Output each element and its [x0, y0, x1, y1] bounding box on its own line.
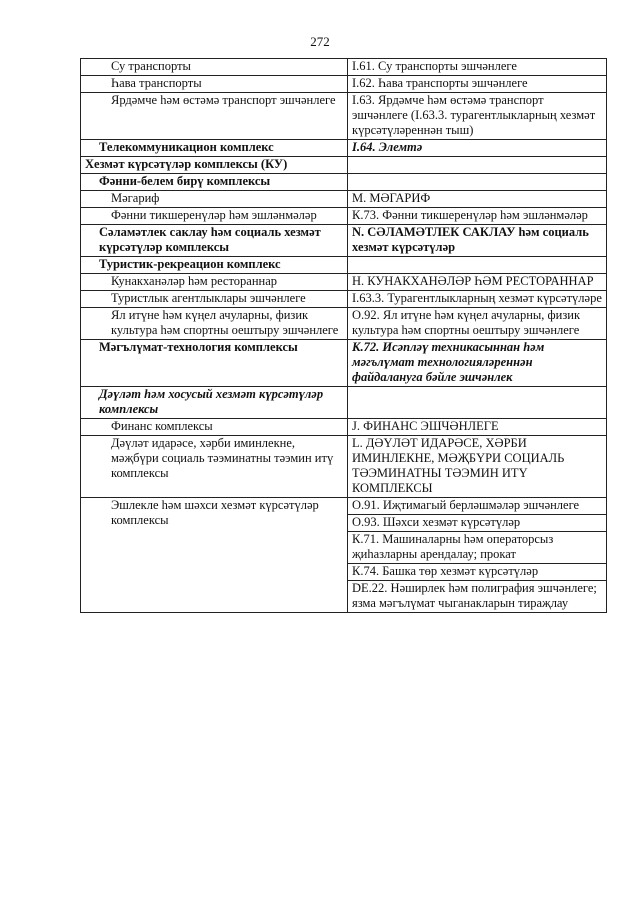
table-cell-left: Фәнни тикшеренүләр һәм эшләнмәләр: [81, 208, 348, 225]
table-cell-right: К.73. Фәнни тикшеренүләр һәм эшләнмәләр: [348, 208, 607, 225]
table-cell-left: Су транспорты: [81, 59, 348, 76]
table-cell-left: Сәламәтлек саклау һәм социаль хезмәт күрсәтүләр комплексы: [81, 225, 348, 257]
table-cell-right: Н. КУНАКХАНӘЛӘР ҺӘМ РЕСТОРАННАР: [348, 274, 607, 291]
table-cell-left: Фәнни-белем бирү комплексы: [81, 174, 348, 191]
table-cell-left: Кунакханәләр һәм рестораннар: [81, 274, 348, 291]
table-cell-left: Туристлык агентлыклары эшчәнлеге: [81, 291, 348, 308]
table-cell-left: Мәгариф: [81, 191, 348, 208]
table-cell-right: J. ФИНАНС ЭШЧӘНЛЕГЕ: [348, 419, 607, 436]
table-row: [81, 140, 607, 157]
table-cell-left: Мәгълүмат-технология комплексы: [81, 340, 348, 387]
table-cell-right: [348, 174, 607, 191]
table-cell-right: М. МӘГАРИФ: [348, 191, 607, 208]
table-cell-right: I.63. Ярдәмче һәм өстәмә транспорт эшчәнлеге (I.63.3. турагентлыкларның хезмәт күрсәтүләреннән тыш): [348, 93, 607, 140]
table-cell-left: Ярдәмче һәм өстәмә транспорт эшчәнлеге: [81, 93, 348, 140]
table-cell-right: [348, 157, 607, 174]
table-cell-left: Дәүләт һәм хосусый хезмәт күрсәтүләр комплексы: [81, 387, 348, 419]
table-cell-right-list: [348, 498, 607, 613]
table-row: [81, 387, 607, 419]
table-cell-left: Эшлекле һәм шәхси хезмәт күрсәтүләр комплексы: [81, 498, 348, 613]
table-row: [81, 174, 607, 191]
table-cell-right: I.63.3. Турагентлыкларның хезмәт күрсәтүләре: [348, 291, 607, 308]
table-cell-right: О.92. Ял итүне һәм күңел ачуларны, физик культура һәм спортны оештыру эшчәнлеге: [348, 308, 607, 340]
table-row: [81, 59, 607, 76]
table-cell-right: N. СӘЛАМӘТЛЕК САКЛАУ һәм социаль хезмәт күрсәтүләр: [348, 225, 607, 257]
table-cell-right: I.64. Элемтә: [348, 140, 607, 157]
table-row: [81, 291, 607, 308]
table-row: [81, 257, 607, 274]
table-cell-right: К.72. Исәпләү техникасыннан һәм мәгълүмат технологияләреннән файдалануга бәйле эшчәнлек: [348, 340, 607, 387]
table-row: [81, 225, 607, 257]
classification-table: [80, 58, 607, 613]
table-cell-right: I.62. Һава транспорты эшчәнлеге: [348, 76, 607, 93]
table-row: [81, 498, 607, 613]
table-row: [81, 191, 607, 208]
table-cell-left: Ял итүне һәм күңел ачуларны, физик культура һәм спортны оештыру эшчәнлеге: [81, 308, 348, 340]
list-item: DE.22. Нәширлек һәм полиграфия эшчәнлеге; язма мәгълүмат чыганакларын тираҗлау: [352, 581, 597, 610]
table-row: [81, 157, 607, 174]
table-cell-left: Һава транспорты: [81, 76, 348, 93]
table-cell-right: [348, 387, 607, 419]
table-cell-right: L. ДӘҮЛӘТ ИДАРӘСЕ, ХӘРБИ ИМИНЛЕКНЕ, МӘҖБҮРИ СОЦИАЛЬ ТӘЭМИНАТНЫ ТӘЭМИН ИТҮ КОМПЛЕКСЫ: [348, 436, 607, 498]
table-cell-left: Хезмәт күрсәтүләр комплексы (КУ): [81, 157, 348, 174]
list-item: О.93. Шәхси хезмәт күрсәтүләр: [348, 515, 606, 532]
list-item: К.74. Башка төр хезмәт күрсәтүләр: [348, 564, 606, 581]
table-cell-right: [348, 257, 607, 274]
table-row: [81, 93, 607, 140]
table-row: [81, 274, 607, 291]
table-row: [81, 340, 607, 387]
list-item: О.91. Иҗтимагый берләшмәләр эшчәнлеге: [348, 498, 606, 515]
table-cell-left: Туристик-рекреацион комплекс: [81, 257, 348, 274]
table-row: [81, 208, 607, 225]
table-cell-left: Дәүләт идарәсе, хәрби иминлекне, мәҗбүри социаль тәэминатны тәэмин итү комплексы: [81, 436, 348, 498]
table-row: [81, 76, 607, 93]
table-cell-right: I.61. Су транспорты эшчәнлеге: [348, 59, 607, 76]
list-item: К.71. Машиналарны һәм операторсыз җиһазларны арендалау; прокат: [348, 532, 606, 564]
table-row: [81, 419, 607, 436]
table-cell-left: Телекоммуникацион комплекс: [81, 140, 348, 157]
page-number: 272: [310, 34, 330, 49]
table-row: [81, 308, 607, 340]
table-row: [81, 436, 607, 498]
table-cell-left: Финанс комплексы: [81, 419, 348, 436]
